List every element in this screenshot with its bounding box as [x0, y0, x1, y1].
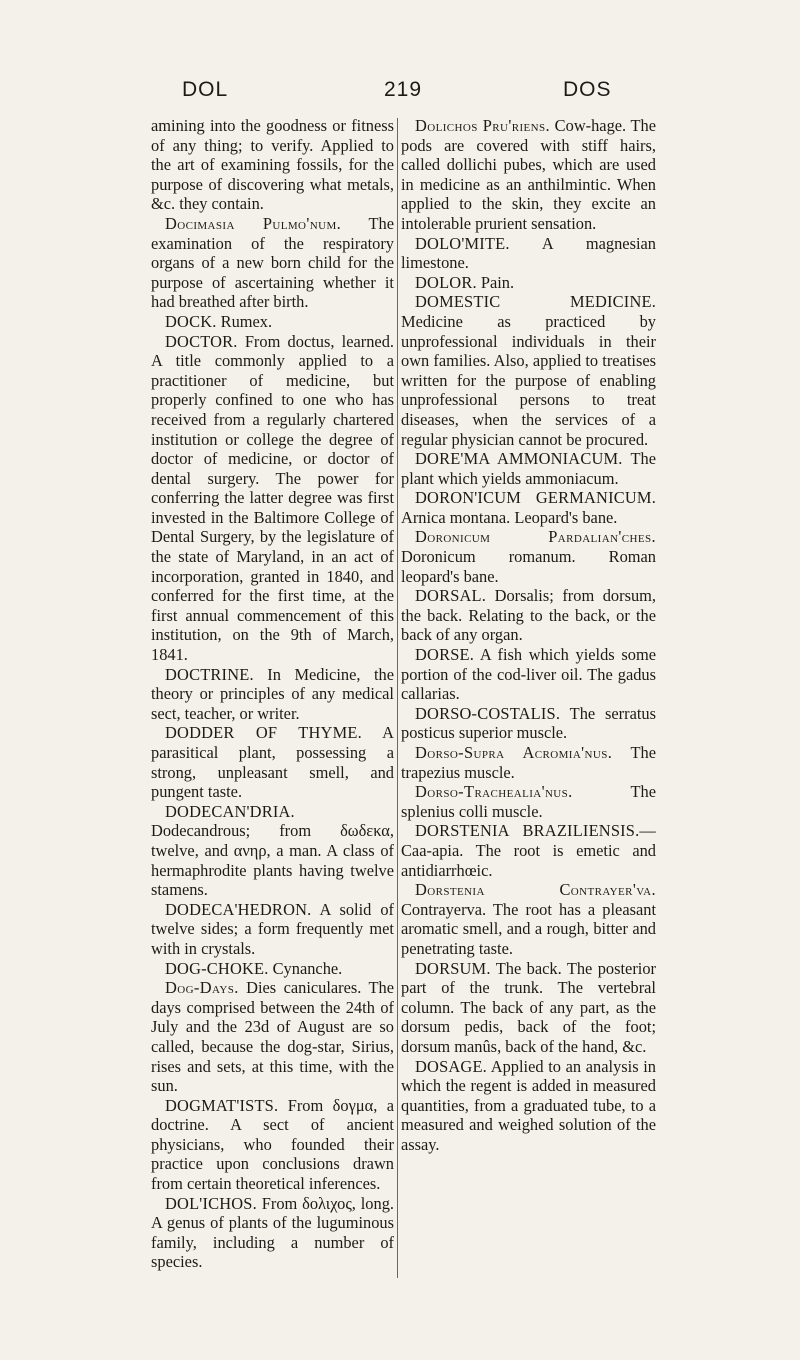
entry-text: Caa-apia. The root is emetic and antidiarrhœic.	[401, 840, 656, 880]
entry-headword: DOL'ICHOS.	[165, 1193, 257, 1213]
entry-headword: Dolichos Pru'riens.	[415, 116, 551, 135]
dictionary-entry	[151, 214, 394, 312]
entry-headword: DODECA'HEDRON.	[165, 899, 312, 919]
entry-headword: Dorso-Supra Acromia'nus.	[415, 743, 613, 762]
dictionary-entry	[151, 959, 394, 979]
entry-headword: DORON'ICUM GERMANICUM.	[415, 488, 656, 508]
entry-text: A magnesian limestone.	[401, 233, 656, 273]
entry-headword: DODECAN'DRIA.	[165, 801, 295, 821]
entry-headword: Dorso-Trachealia'nus.	[415, 782, 573, 802]
dictionary-entry	[401, 1057, 656, 1155]
entry-text: Dorsalis; from dorsum, the back. Relating to the back, or the back of any organ.	[401, 586, 656, 645]
entry-text: In Medicine, the theory or principles of any medical sect, teacher, or writer.	[151, 664, 394, 723]
entry-text: Applied to an analysis in which the regent is added in measured quantities, from a graduated tube, to a measured and weighed solution of the assay.	[401, 1056, 656, 1154]
left-column	[151, 116, 394, 1272]
dictionary-entry	[401, 292, 656, 449]
dictionary-entry	[401, 116, 656, 234]
entry-text: Dodecandrous; from δωδεκα, twelve, and ανηρ, a man. A class of hermaphrodite plants having twelve stamens.	[151, 821, 394, 900]
entry-headword: DODDER OF THYME.	[165, 723, 362, 743]
entry-headword: DOLO'MITE.	[415, 233, 510, 253]
dictionary-entry	[151, 665, 394, 724]
entry-text: A solid of twelve sides; a form frequently met with in crystals.	[151, 899, 394, 958]
entry-headword: DOG-CHOKE.	[165, 958, 269, 978]
dictionary-entry	[401, 782, 656, 821]
entry-text: The plant which yields ammoniacum.	[401, 449, 656, 488]
entry-text: Medicine as practiced by unprofessional individuals in their own families. Also, applied to treatises written for the purpose of enabling unprofessional persons to treat diseases, when the services of a regular physician cannot be procured.	[401, 311, 656, 449]
entry-headword: DOCK.	[165, 311, 217, 331]
entry-text: The trapezius muscle.	[401, 743, 656, 782]
entry-text: From doctus, learned. A title commonly applied to a practitioner of medicine, but properly confined to one who has received from a regularly chartered institution or college the degree of doctor of medicine, or doctor of dental surgery. The power for conferring the latter degree was first invested in the Baltimore College of Dental Surgery, by the legislature of the state of Maryland, in an act of incorporation, granted in 1840, and conferred for the first time, at the first annual commencement of this institution, on the 9th of March, 1841.	[151, 331, 394, 665]
entry-text: Rumex.	[216, 311, 273, 331]
entry-text: A fish which yields some portion of the cod-liver oil. The gadus callarias.	[401, 645, 656, 704]
entry-text: Contrayerva. The root has a pleasant aromatic smell, and a rough, bitter and penetrating taste.	[401, 899, 656, 958]
entry-text: amining into the goodness or fitness of any thing; to verify. Applied to the art of examining fossils, for the purpose of discovering what metals, &c. they contain.	[151, 116, 394, 214]
column-divider	[397, 118, 398, 1278]
dictionary-entry	[151, 1194, 394, 1272]
dictionary-entry	[401, 273, 656, 293]
dictionary-entry	[401, 527, 656, 586]
dictionary-entry	[401, 586, 656, 645]
entry-text: Dies caniculares. The days comprised between the 24th of July and the 23d of August are so called, because the dog-star, Sirius, rises and sets, at this time, with the sun.	[151, 978, 394, 1096]
entry-text: Pain.	[476, 272, 515, 292]
entry-headword: DORSAL.	[415, 586, 487, 606]
entry-headword: Dorstenia Contrayer'va.	[415, 880, 656, 900]
entry-headword: DOMESTIC MEDICINE.	[415, 292, 656, 312]
entry-headword: DOSAGE.	[415, 1056, 487, 1076]
dictionary-entry	[401, 959, 656, 1057]
entry-headword: DORSO-COSTALIS.	[415, 703, 561, 723]
right-column	[401, 116, 656, 1154]
entry-headword: DORE'MA AMMONIACUM.	[415, 449, 623, 469]
dictionary-entry	[401, 704, 656, 743]
entry-headword: DOCTRINE.	[165, 664, 254, 684]
entry-headword: DOLOR.	[415, 272, 477, 292]
entry-text: Cow-hage. The pods are covered with stiff hairs, called dollichi pubes, which are used in medicine as an anthilmintic. When applied to the skin, they excite an intolerable prurient sensation.	[401, 116, 657, 233]
entry-text: The back. The posterior part of the trunk. The vertebral column. The back of any part, as the dorsum pedis, back of the foot; dorsum manûs, back of the hand, &c.	[401, 958, 656, 1056]
dictionary-entry	[151, 978, 394, 1096]
dictionary-entry	[151, 900, 394, 959]
dictionary-entry	[151, 802, 394, 900]
running-header	[0, 78, 800, 108]
entry-text: The serratus posticus superior muscle.	[401, 703, 656, 743]
entry-headword: DOCTOR.	[165, 331, 238, 351]
entry-headword: Dog-Days.	[165, 978, 239, 998]
entry-text: Cynanche.	[268, 958, 343, 978]
entry-headword: DOGMAT'ISTS.	[165, 1095, 279, 1115]
dictionary-entry	[401, 821, 656, 880]
entry-headword: Doronicum Pardalian'ches.	[415, 527, 656, 547]
dictionary-entry	[151, 1096, 394, 1194]
entry-text: The examination of the respiratory organs of a new born child for the purpose of ascertaining whether it had breathed after birth.	[151, 213, 394, 312]
entry-text: Doronicum romanum. Roman leopard's bane.	[401, 547, 656, 586]
dictionary-entry	[151, 312, 394, 332]
dictionary-entry	[151, 332, 394, 665]
dictionary-entry	[151, 116, 394, 214]
header-left-guide-word: DOL	[182, 78, 229, 101]
dictionary-entry	[401, 645, 656, 704]
entry-text: The splenius colli muscle.	[401, 782, 656, 821]
entry-text: From δολιχος, long. A genus of plants of the luguminous family, including a number of species.	[151, 1193, 394, 1272]
dictionary-entry	[401, 234, 656, 273]
entry-text: Arnica montana. Leopard's bane.	[401, 507, 618, 527]
entry-headword: Docimasia Pulmo'num.	[165, 213, 342, 233]
header-right-guide-word: DOS	[563, 78, 612, 101]
entry-headword: DORSUM.	[415, 958, 491, 978]
dictionary-entry	[401, 488, 656, 527]
entry-text: From δογμα, a doctrine. A sect of ancient physicians, who founded their practice upon conclusions drawn from certain theoretical inferences.	[151, 1095, 394, 1194]
dictionary-entry	[401, 880, 656, 958]
entry-headword: DORSE.	[415, 645, 475, 665]
dictionary-entry	[401, 743, 656, 782]
page-number: 219	[384, 78, 423, 101]
entry-text: A parasitical plant, possessing a strong, unpleasant smell, and pungent taste.	[151, 723, 395, 802]
dictionary-entry	[151, 723, 394, 801]
entry-headword: DORSTENIA BRAZILIENSIS.—	[415, 821, 656, 841]
dictionary-entry	[401, 449, 656, 488]
